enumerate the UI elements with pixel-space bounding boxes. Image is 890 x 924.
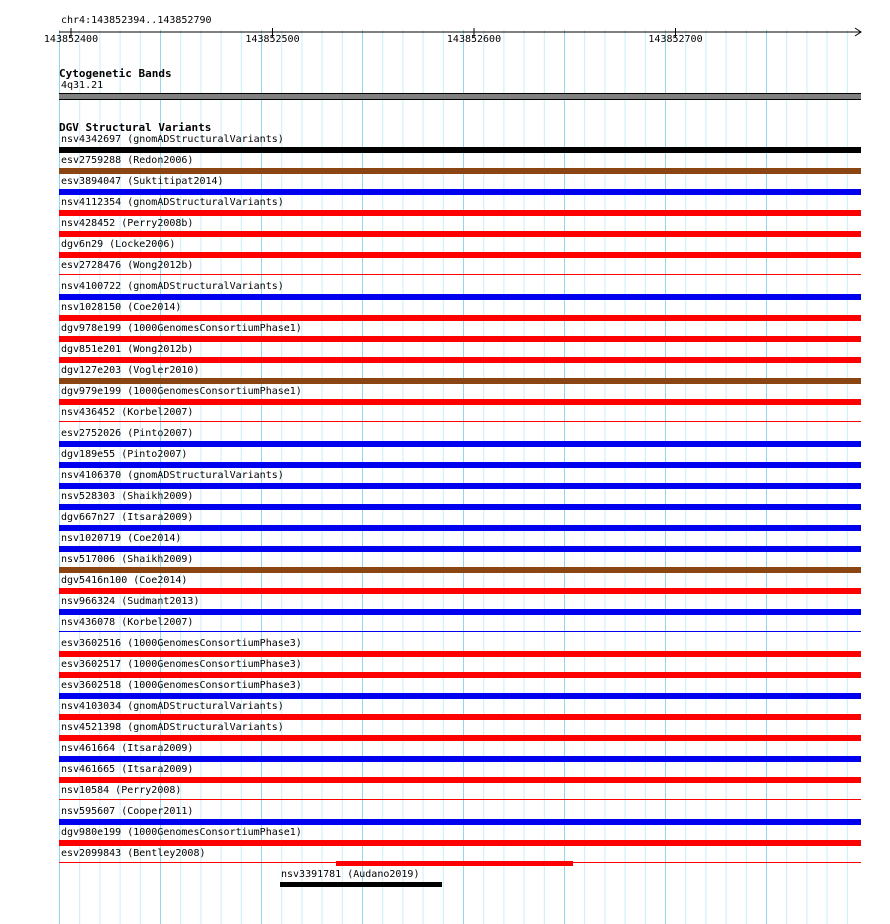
variant-bar[interactable] [59, 189, 861, 195]
variant-bar[interactable] [59, 421, 861, 422]
variant-label[interactable]: nsv436452 (Korbel2007) [61, 407, 194, 418]
variant-bar[interactable] [59, 399, 861, 405]
variant-label[interactable]: esv2728476 (Wong2012b) [61, 260, 194, 271]
variant-label[interactable]: esv3602518 (1000GenomesConsortiumPhase3) [61, 680, 302, 691]
ruler-tick-label: 143852600 [446, 34, 502, 45]
variant-bar[interactable] [59, 210, 861, 216]
variant-bar[interactable] [280, 882, 442, 887]
variant-label[interactable]: nsv4342697 (gnomADStructuralVariants) [61, 134, 284, 145]
variant-label[interactable]: dgv667n27 (Itsara2009) [61, 512, 194, 523]
variant-label[interactable]: nsv4521398 (gnomADStructuralVariants) [61, 722, 284, 733]
variant-label[interactable]: nsv1020719 (Coe2014) [61, 533, 182, 544]
variant-bar[interactable] [59, 735, 861, 741]
variant-label[interactable]: nsv4112354 (gnomADStructuralVariants) [61, 197, 284, 208]
variant-bar[interactable] [59, 252, 861, 258]
variant-label[interactable]: nsv1028150 (Coe2014) [61, 302, 182, 313]
variant-bar[interactable] [59, 546, 861, 552]
variant-label[interactable]: dgv980e199 (1000GenomesConsortiumPhase1) [61, 827, 302, 838]
cytoband-track-title: Cytogenetic Bands [59, 67, 172, 80]
variant-bar[interactable] [59, 357, 861, 363]
cytoband-bar[interactable] [59, 93, 861, 100]
dgv-track-title: DGV Structural Variants [59, 121, 212, 134]
variant-bar[interactable] [59, 693, 861, 699]
variant-label[interactable]: dgv978e199 (1000GenomesConsortiumPhase1) [61, 323, 302, 334]
variant-bar[interactable] [59, 631, 861, 632]
variant-bar[interactable] [59, 777, 861, 783]
variant-bar[interactable] [59, 651, 861, 657]
variant-label[interactable]: nsv528303 (Shaikh2009) [61, 491, 194, 502]
variant-label[interactable]: dgv6n29 (Locke2006) [61, 239, 176, 250]
variant-bar[interactable] [59, 441, 861, 447]
variant-bar[interactable] [59, 819, 861, 825]
variant-label[interactable]: esv3602517 (1000GenomesConsortiumPhase3) [61, 659, 302, 670]
variant-bar[interactable] [59, 336, 861, 342]
variant-bar[interactable] [59, 378, 861, 384]
variant-label[interactable]: esv3602516 (1000GenomesConsortiumPhase3) [61, 638, 302, 649]
variant-bar[interactable] [59, 504, 861, 510]
variant-bar[interactable] [59, 274, 861, 275]
variant-bar[interactable] [59, 672, 861, 678]
variant-bar[interactable] [59, 168, 861, 174]
variant-label[interactable]: esv2099843 (Bentley2008) [61, 848, 206, 859]
variant-bar[interactable] [59, 567, 861, 573]
variant-bar[interactable] [59, 525, 861, 531]
variant-label[interactable]: nsv595607 (Cooper2011) [61, 806, 194, 817]
variant-bar[interactable] [59, 483, 861, 489]
variant-bar[interactable] [59, 315, 861, 321]
variant-label[interactable]: nsv3391781 (Audano2019) [281, 869, 420, 880]
variant-bar[interactable] [59, 609, 861, 615]
variant-bar[interactable] [59, 294, 861, 300]
variant-bar[interactable] [59, 714, 861, 720]
variant-label[interactable]: nsv4103034 (gnomADStructuralVariants) [61, 701, 284, 712]
locus-coordinates: chr4:143852394..143852790 [61, 15, 212, 26]
variant-bar[interactable] [59, 756, 861, 762]
variant-label[interactable]: nsv4100722 (gnomADStructuralVariants) [61, 281, 284, 292]
variant-label[interactable]: dgv127e203 (Vogler2010) [61, 365, 200, 376]
variant-label[interactable]: dgv189e55 (Pinto2007) [61, 449, 188, 460]
variant-bar[interactable] [59, 462, 861, 468]
variant-label[interactable]: nsv4106370 (gnomADStructuralVariants) [61, 470, 284, 481]
variant-label[interactable]: dgv851e201 (Wong2012b) [61, 344, 194, 355]
cytoband-label: 4q31.21 [61, 80, 104, 91]
variant-bar[interactable] [59, 840, 861, 846]
variant-bar[interactable] [59, 799, 861, 800]
variant-label[interactable]: nsv966324 (Sudmant2013) [61, 596, 200, 607]
ruler[interactable] [0, 25, 890, 47]
variant-label[interactable]: nsv461665 (Itsara2009) [61, 764, 194, 775]
variant-label[interactable]: dgv5416n100 (Coe2014) [61, 575, 188, 586]
variant-label[interactable]: nsv436078 (Korbel2007) [61, 617, 194, 628]
ruler-tick-label: 143852400 [43, 34, 99, 45]
variant-label[interactable]: dgv979e199 (1000GenomesConsortiumPhase1) [61, 386, 302, 397]
variant-label[interactable]: esv3894047 (Suktitipat2014) [61, 176, 224, 187]
ruler-tick-label: 143852700 [648, 34, 703, 45]
variant-bar[interactable] [59, 588, 861, 594]
variant-bar[interactable] [59, 147, 861, 153]
variant-label[interactable]: esv2752026 (Pinto2007) [61, 428, 194, 439]
variant-label[interactable]: nsv461664 (Itsara2009) [61, 743, 194, 754]
variant-label[interactable]: esv2759288 (Redon2006) [61, 155, 194, 166]
variant-label[interactable]: nsv517006 (Shaikh2009) [61, 554, 194, 565]
variant-bar[interactable] [59, 231, 861, 237]
variant-label[interactable]: nsv10584 (Perry2008) [61, 785, 182, 796]
ruler-tick-label: 143852500 [245, 34, 300, 45]
variant-label[interactable]: nsv428452 (Perry2008b) [61, 218, 194, 229]
variant-bar-partial-red[interactable] [336, 861, 573, 866]
